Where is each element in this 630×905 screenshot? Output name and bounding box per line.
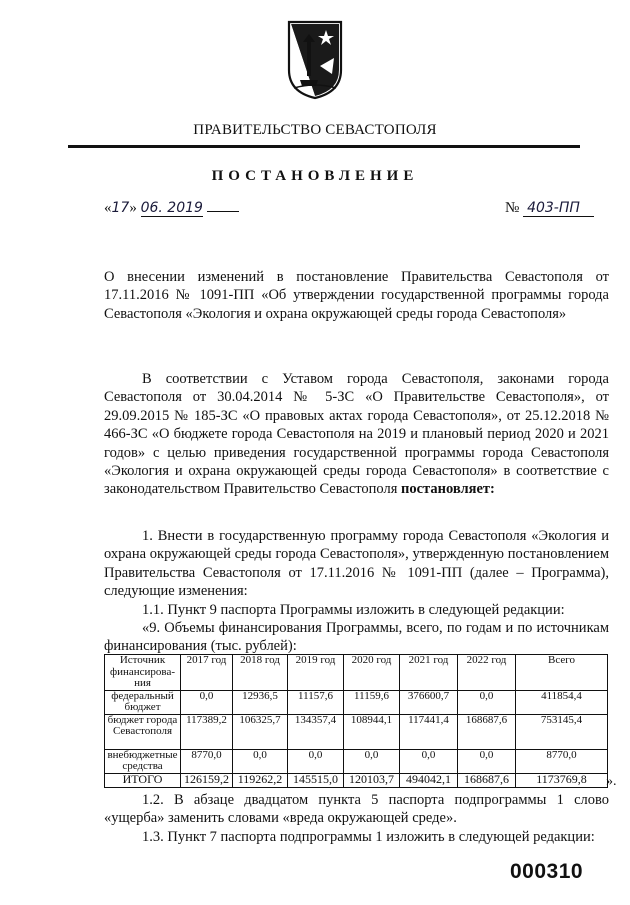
document-number [505,200,594,217]
date-open-quote: « [104,200,112,216]
table-cell: 126159,2 [181,773,233,787]
table-row [105,714,608,749]
table-cell: 0,0 [181,690,233,714]
item-9-funding-heading: «9. Объемы финансирования Программы, всего, по годам и по источникам финансирования (тыс. рублей): [104,620,609,655]
table-cell: 168687,6 [458,773,516,787]
table-cell: 0,0 [400,749,458,773]
item-1-3: 1.3. Пункт 7 паспорта подпрограммы 1 изложить в следующей редакции: [142,829,595,845]
table-cell: 0,0 [233,749,288,773]
table-cell: 120103,7 [344,773,400,787]
table-cell: 11157,6 [288,690,344,714]
legal-basis-text: В соответствии с Уставом города Севастополя, законами города Севастополя от 30.04.2014 № 5-ЗС «О Правительстве Севастополя», от 29.09.2015 № 185-ЗС «О правовых актах города Севастополя», от 25.12.2018 № 466-ЗС «О бюджете города Севастополя на 2019 и плановый период 2020 и 2021 годов» с целью приведения государственной программы города Севастополя «Экология и охрана окружающей среды города Севастополя» в соответствие с законодательством Правительство Севастополя [104,371,609,498]
table-cell: 411854,4 [516,690,608,714]
table-cell: 106325,7 [233,714,288,749]
table-cell: 753145,4 [516,714,608,749]
resolves-keyword: постановляет: [401,481,495,498]
table-header-cell: 2017 год [181,655,233,691]
table-cell: 117389,2 [181,714,233,749]
table-cell: 0,0 [458,690,516,714]
table-total-row [105,773,608,787]
table-header-cell: 2022 год [458,655,516,691]
table-header-cell: 2021 год [400,655,458,691]
table-header-cell: 2019 год [288,655,344,691]
table-cell: 108944,1 [344,714,400,749]
table-cell: 119262,2 [233,773,288,787]
table-cell: 134357,4 [288,714,344,749]
table-cell: 8770,0 [516,749,608,773]
organization-name: ПРАВИТЕЛЬСТВО СЕВАСТОПОЛЯ [193,122,437,138]
document-type: ПОСТАНОВЛЕНИЕ [211,168,419,184]
legal-basis-paragraph [104,370,609,499]
table-cell: федеральный бюджет [105,690,181,714]
table-cell: 0,0 [344,749,400,773]
table-cell: 1173769,8 [516,773,608,787]
table-cell: 494042,1 [400,773,458,787]
sevastopol-coat-of-arms-icon [286,20,344,100]
table-cell: 0,0 [458,749,516,773]
table-cell: 376600,7 [400,690,458,714]
table-cell: 8770,0 [181,749,233,773]
table-cell: бюджет города Севастополя [105,714,181,749]
date-day-handwritten: 17 [111,200,130,216]
date-underline-tail [207,211,239,212]
table-header-cell: Источник финансирова-ния [105,655,181,691]
number-handwritten: 403-ПП [523,200,594,217]
item-1-2: 1.2. В абзаце двадцатом пункта 5 паспорта подпрограммы 1 слово «ущерба» заменить словами «вреда окружающей среде». [104,792,609,827]
table-cell: 11159,6 [344,690,400,714]
table-cell: 12936,5 [233,690,288,714]
funding-table [104,654,608,788]
header-rule [68,145,580,148]
table-cell: 145515,0 [288,773,344,787]
table-header-row [105,655,608,691]
table-header-cell: Всего [516,655,608,691]
table-cell: ИТОГО [105,773,181,787]
table-closing-quote: ». [606,774,617,789]
item-1-1: 1.1. Пункт 9 паспорта Программы изложить в следующей редакции: [142,602,565,618]
document-date [104,200,239,217]
table-header-cell: 2020 год [344,655,400,691]
date-month-year-handwritten: 06. 2019 [140,200,203,216]
date-close-quote: » [129,200,137,216]
number-sign: № [505,200,520,216]
table-row [105,690,608,714]
table-cell: внебюджетные средства [105,749,181,773]
table-header-cell: 2018 год [233,655,288,691]
table-cell: 0,0 [288,749,344,773]
table-cell: 117441,4 [400,714,458,749]
item-1: 1. Внести в государственную программу города Севастополя «Экология и охрана окружающей среды города Севастополя», утвержденную постановлением Правительства Севастополя от 17.11.2016 № 1091-ПП (далее – Программа), следующие изменения: [104,528,609,600]
table-cell: 168687,6 [458,714,516,749]
document-title: О внесении изменений в постановление Правительства Севастополя от 17.11.2016 № 1091-ПП «Об утверждении государственной программы города Севастополя «Экология и охрана окружающей среды города Севастополя» [104,269,609,322]
page-serial-number: 000310 [510,860,584,883]
table-row [105,749,608,773]
